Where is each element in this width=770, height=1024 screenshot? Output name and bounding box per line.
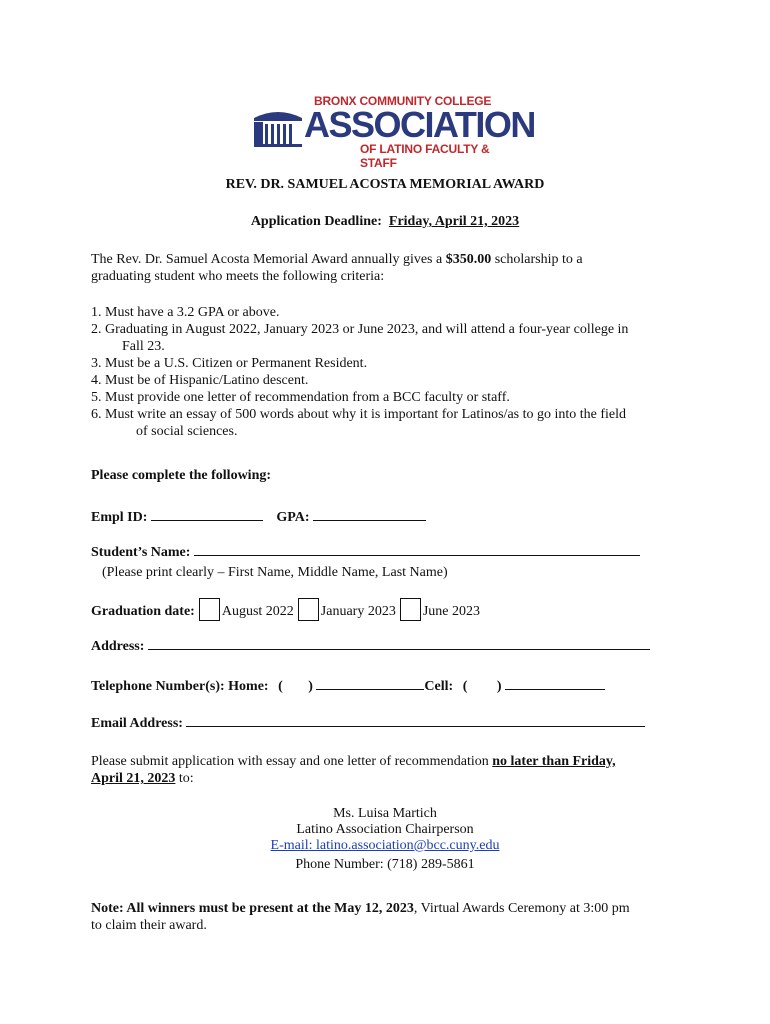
submit-instructions: Please submit application with essay and one letter of recommendation no later than Friday, April 21, 2023 to: [91, 754, 616, 786]
area-code-open: ( [278, 679, 283, 694]
contact-email-row [0, 837, 770, 854]
logo-bottom-text: OF LATINO FACULTY & STAFF [360, 142, 490, 170]
contact-name: Ms. Luisa Martich [333, 806, 437, 821]
empl-id-label: Empl ID: [91, 510, 148, 525]
telephone-home-label: Telephone Number(s): Home: [91, 679, 269, 694]
cell-area-code-open: ( [462, 679, 468, 694]
august-2022-checkbox[interactable] [199, 598, 220, 621]
contact-phone: Phone Number: (718) 289-5861 [295, 857, 475, 872]
address-label: Address: [91, 639, 145, 654]
list-item: of social sciences. [136, 424, 238, 439]
student-name-field[interactable] [194, 543, 640, 556]
empl-id-field[interactable] [151, 508, 263, 521]
logo-top-text: BRONX COMMUNITY COLLEGE [314, 94, 492, 108]
college-building-icon [252, 104, 304, 148]
january-2023-checkbox[interactable] [298, 598, 319, 621]
list-item: Fall 23. [122, 339, 165, 354]
cell-area-code-close: ) [496, 679, 502, 694]
august-2022-option: August 2022 [221, 604, 294, 619]
cell-phone-field[interactable] [505, 677, 605, 690]
june-2023-checkbox[interactable] [400, 598, 421, 621]
graduation-date-row [91, 598, 480, 621]
criteria-list [91, 304, 691, 440]
deadline-date: Friday, April 21, 2023 [388, 214, 520, 229]
gpa-field[interactable] [313, 508, 426, 521]
student-name-label: Student’s Name: [91, 545, 191, 560]
form-heading: Please complete the following: [91, 468, 272, 483]
winners-note: Note: All winners must be present at the May 12, 2023, Virtual Awards Ceremony at 3:00 pm to claim their award. [91, 901, 630, 933]
cell-label: Cell: [424, 679, 454, 694]
january-2023-option: January 2023 [320, 604, 396, 619]
student-name-row [91, 543, 640, 561]
logo-main-text: ASSOCIATION [304, 104, 535, 145]
deadline-label: Application Deadline: [250, 214, 382, 229]
student-name-hint: (Please print clearly – First Name, Middle Name, Last Name) [102, 565, 448, 580]
list-item: 3. Must be a U.S. Citizen or Permanent Resident. [91, 356, 368, 371]
list-item: 5. Must provide one letter of recommendation from a BCC faculty or staff. [91, 390, 510, 405]
area-code-close: ) [308, 679, 313, 694]
email-field[interactable] [186, 714, 645, 727]
intro-paragraph: The Rev. Dr. Samuel Acosta Memorial Award annually gives a $350.00 scholarship to a graduating student who meets the following criteria: [91, 252, 583, 284]
email-label: Email Address: [91, 716, 183, 731]
application-deadline [0, 213, 770, 230]
list-item: 6. Must write an essay of 500 words about why it is important for Latinos/as to go into the field [91, 407, 627, 422]
list-item: 4. Must be of Hispanic/Latino descent. [91, 373, 309, 388]
award-amount: $350.00 [445, 252, 492, 267]
email-row [91, 714, 645, 732]
page-title: REV. DR. SAMUEL ACOSTA MEMORIAL AWARD [225, 177, 545, 192]
contact-email-link[interactable]: E-mail: latino.association@bcc.cuny.edu [270, 838, 500, 853]
contact-role: Latino Association Chairperson [296, 822, 474, 837]
list-item: 1. Must have a 3.2 GPA or above. [91, 305, 280, 320]
telephone-row [91, 677, 605, 695]
list-item: 2. Graduating in August 2022, January 2023 or June 2023, and will attend a four-year college in [91, 322, 629, 337]
association-logo [252, 94, 535, 170]
address-field[interactable] [148, 637, 650, 650]
submit-deadline: no later than Friday, [492, 754, 616, 769]
empl-id-row [91, 508, 426, 526]
june-2023-option: June 2023 [422, 604, 481, 619]
home-phone-field[interactable] [316, 677, 424, 690]
gpa-label: GPA: [276, 510, 310, 525]
address-row [91, 637, 650, 655]
graduation-date-label: Graduation date: [91, 604, 195, 619]
